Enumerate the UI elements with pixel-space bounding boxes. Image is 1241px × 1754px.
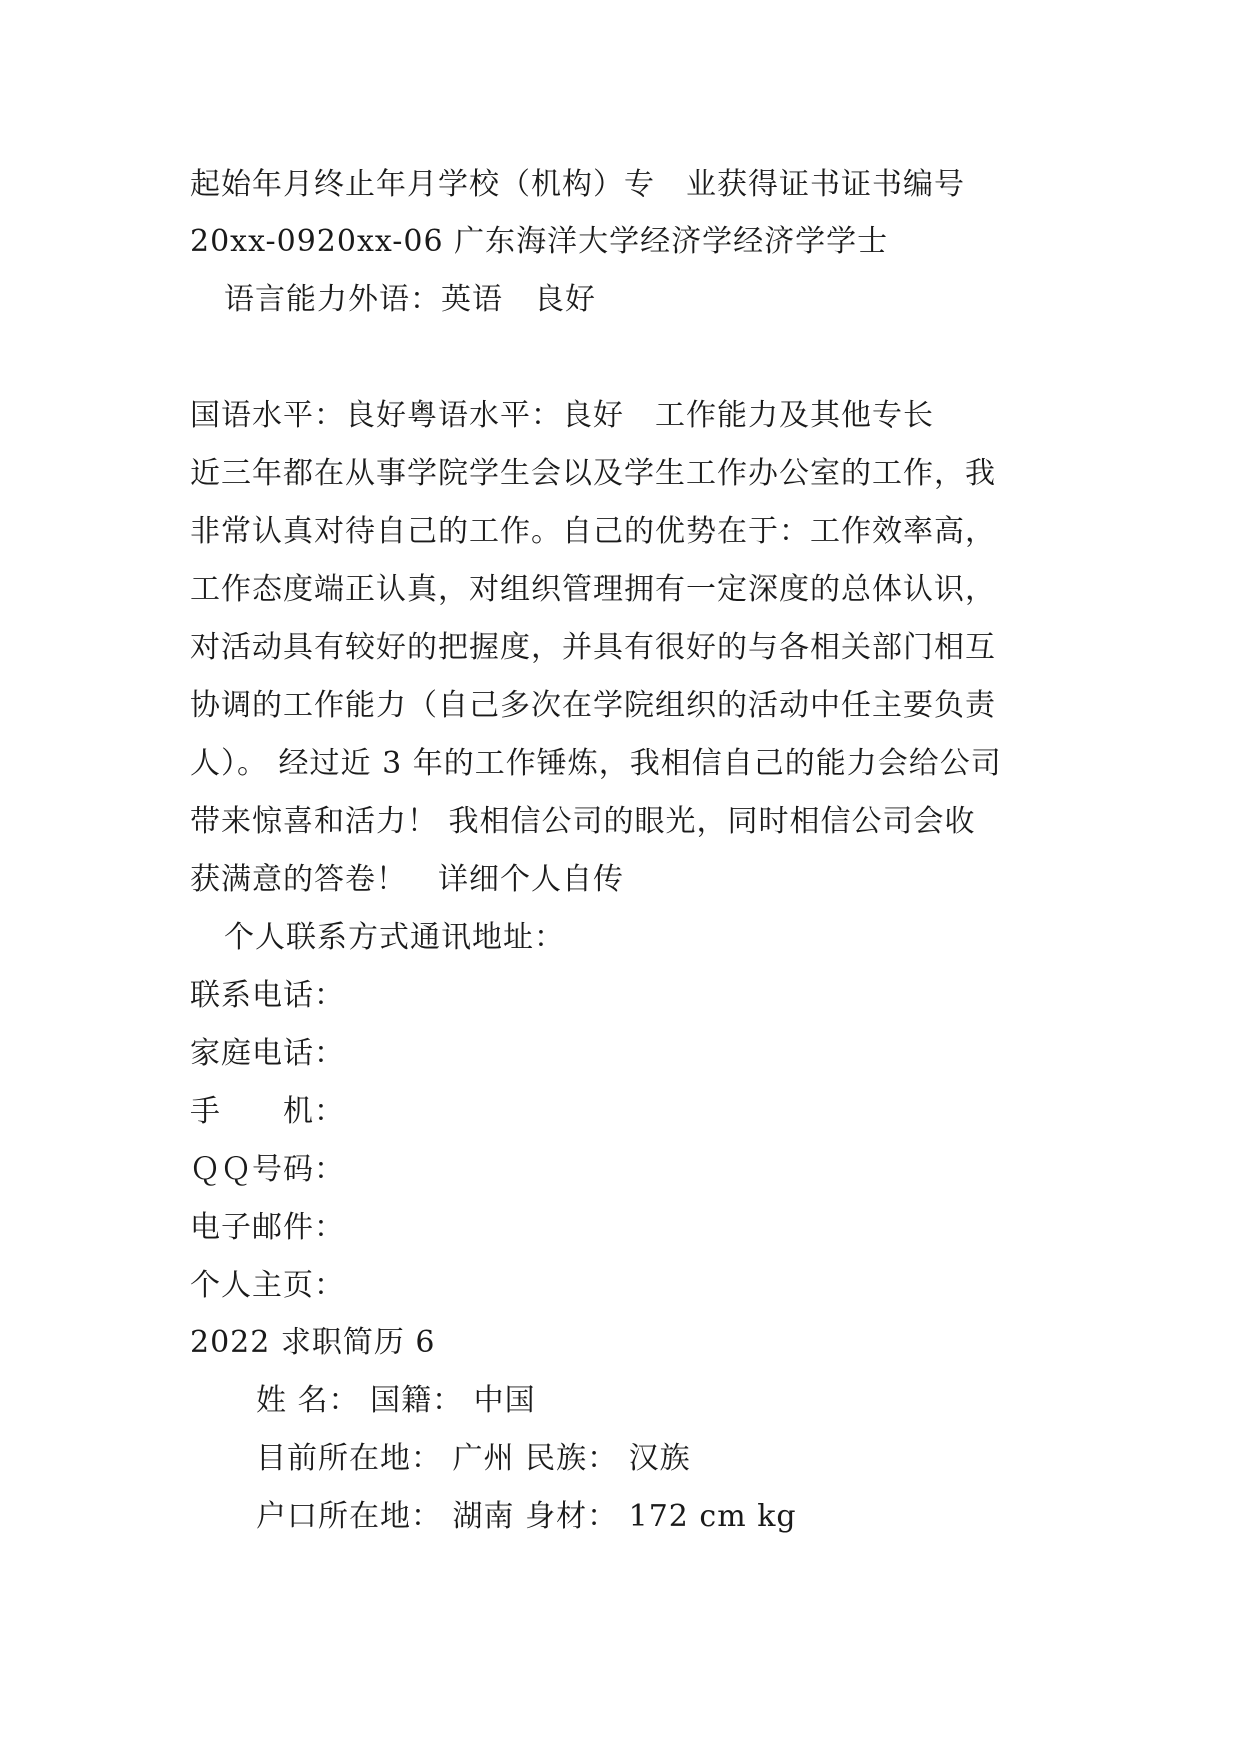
resume-6-row-name: 姓 名： 国籍： 中国 [256,1383,536,1418]
self-assessment-line: 获满意的答卷！ 详细个人自传 [190,862,624,897]
self-assessment-line: 人）。 经过近 3 年的工作锤炼，我相信自己的能力会给公司 [190,746,1002,781]
self-assessment-line: 对活动具有较好的把握度，并具有很好的与各相关部门相互 [190,630,996,665]
self-assessment-line: 协调的工作能力（自己多次在学院组织的活动中任主要负责 [190,688,996,723]
language-line-2: 国语水平：良好粤语水平：良好 工作能力及其他专长 [190,398,934,433]
contact-homepage-label: 个人主页： [190,1268,345,1303]
resume-6-title: 2022 求职简历 6 [190,1325,436,1360]
self-assessment-line: 近三年都在从事学院学生会以及学生工作办公室的工作，我 [190,456,996,491]
education-header-line: 起始年月终止年月学校（机构）专 业获得证书证书编号 [190,167,965,202]
self-assessment-line: 带来惊喜和活力！ 我相信公司的眼光，同时相信公司会收 [190,804,976,839]
contact-home-phone-label: 家庭电话： [190,1036,345,1071]
contact-qq-label: ＱＱ号码： [190,1152,345,1187]
contact-email-label: 电子邮件： [190,1210,345,1245]
resume-6-row-hukou: 户口所在地： 湖南 身材： 172 cm kg [256,1499,797,1534]
contact-mobile-label: 手 机： [190,1094,345,1129]
self-assessment-line: 非常认真对待自己的工作。自己的优势在于：工作效率高， [190,514,996,549]
resume-6-row-location: 目前所在地： 广州 民族： 汉族 [256,1441,691,1476]
contact-phone-label: 联系电话： [190,978,345,1013]
self-assessment-line: 工作态度端正认真，对组织管理拥有一定深度的总体认识， [190,572,996,607]
education-record-line: 20xx-0920xx-06 广东海洋大学经济学经济学学士 [190,224,889,259]
language-line-1: 语言能力外语：英语 良好 [224,282,596,317]
contact-heading: 个人联系方式通讯地址： [224,920,565,955]
